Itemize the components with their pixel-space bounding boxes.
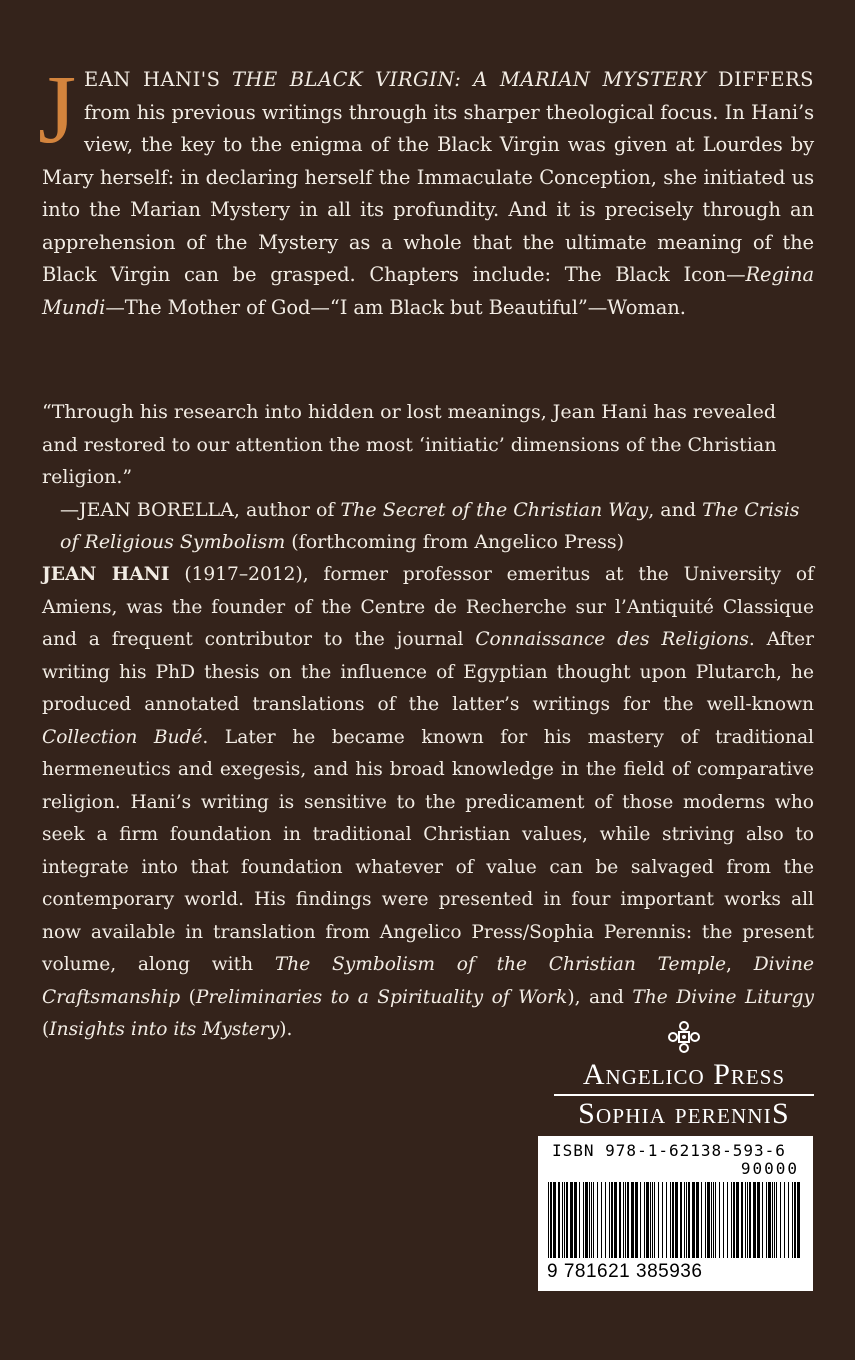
- bio-work-3-subtitle: Insights into its Mystery: [49, 1019, 280, 1040]
- bio-text-2: . After writing his PhD thesis on the influence of Egyptian thought upon Plutarch, he produced annotated translations of the latter’s writings for the well-known: [42, 629, 814, 715]
- blurb-body-end: —The Mother of God—“I am Black but Beautiful”—Woman.: [105, 295, 686, 319]
- barcode-bar: [707, 1182, 710, 1258]
- bio-text-3: . Later he became known for his mastery of traditional hermeneutics and exegesis, and his broad knowledge in the field of comparative religion. Hani’s writing is sensitive to the predicament of those moderns who seek a firm foundation in traditional Christian values, while striving also to integrate into that foundation whatever of value can be salvaged from the contemporary world. His findings were presented in four important works all now available in translation from Angelico Press/Sophia Perennis: the present volume, along with: [42, 726, 814, 975]
- barcode-bar: [593, 1182, 594, 1258]
- ean-digits: 9 781621 385936: [547, 1261, 703, 1282]
- barcode-bar: [605, 1182, 606, 1258]
- barcode-bar: [776, 1182, 777, 1258]
- barcode-bar: [666, 1182, 667, 1258]
- barcode-bar: [574, 1182, 577, 1258]
- isbn-number: ISBN 978-1-62138-593-6: [552, 1141, 786, 1160]
- bio-text-1: (1917–2012), former professor emeritus at the University of Amiens, was the founder of the Centre de Recherche sur l’Antiquité Classique and a frequent contributor to the journal: [42, 564, 814, 650]
- barcode-bar: [719, 1182, 720, 1258]
- bio-text-5: ).: [279, 1019, 293, 1040]
- barcode-bar: [701, 1182, 702, 1258]
- barcode-bar: [548, 1182, 549, 1258]
- barcode-bar: [686, 1182, 687, 1258]
- barcode-bar: [614, 1182, 617, 1258]
- barcode-bar: [652, 1182, 653, 1258]
- barcode-bar: [733, 1182, 735, 1258]
- barcode-bar: [766, 1182, 767, 1258]
- price-code: 90000: [740, 1159, 799, 1178]
- barcode-bar: [688, 1182, 690, 1258]
- barcode-bar: [591, 1182, 592, 1258]
- quote-dash: —: [60, 498, 79, 521]
- barcode-bar: [692, 1182, 695, 1258]
- barcode-bar: [631, 1182, 634, 1258]
- blurb-paragraph: [38, 56, 814, 324]
- barcode-bar: [627, 1182, 629, 1258]
- barcode-bar: [731, 1182, 732, 1258]
- publisher-name-sophia: Sophia perenniS: [578, 1097, 790, 1130]
- barcode-bar: [723, 1182, 724, 1258]
- bio-text-4: ), and: [567, 986, 633, 1008]
- barcode-bar: [753, 1182, 756, 1258]
- barcode-bar: [715, 1182, 716, 1258]
- quote-attribution: [42, 494, 814, 559]
- barcode-bar: [784, 1182, 785, 1258]
- barcode-bar: [640, 1182, 641, 1258]
- barcode-bar: [788, 1182, 789, 1258]
- publisher-name-angelico: Angelico Press: [582, 1058, 786, 1091]
- barcode-bar: [670, 1182, 671, 1258]
- chapter-regina-mundi: Regina Mundi: [42, 263, 814, 319]
- barcode-bar: [611, 1182, 613, 1258]
- barcode-bar: [797, 1182, 800, 1258]
- barcode-bar: [553, 1182, 556, 1258]
- barcode-bar: [745, 1182, 746, 1258]
- barcode-bar: [684, 1182, 685, 1258]
- barcode-bar: [696, 1182, 699, 1258]
- barcode-bar: [625, 1182, 626, 1258]
- barcode-bars: [546, 1182, 805, 1260]
- barcode-bar: [623, 1182, 624, 1258]
- barcode-bar: [646, 1182, 649, 1258]
- bio-collection: Collection Budé: [42, 726, 203, 748]
- logo-divider: [554, 1094, 814, 1096]
- quote-author-of: , author of: [233, 498, 341, 521]
- quote-and: , and: [648, 498, 703, 521]
- bio-journal: Connaissance des Religions: [475, 629, 749, 650]
- barcode-bar: [749, 1182, 751, 1258]
- publisher-logo: [548, 1020, 820, 1130]
- barcode-bar: [792, 1182, 793, 1258]
- barcode-bar: [741, 1182, 743, 1258]
- barcode-bar: [680, 1182, 682, 1258]
- blurb-caps-tail: DIFFERS: [717, 68, 814, 91]
- barcode-bar: [658, 1182, 659, 1258]
- bio-author-name: JEAN HANI: [42, 564, 170, 585]
- bio-work-2-subtitle: Preliminaries to a Spirituality of Work: [195, 986, 568, 1008]
- barcode-bar: [672, 1182, 674, 1258]
- barcode-bar: [583, 1182, 584, 1258]
- bio-paren: (: [180, 986, 196, 1008]
- ornamental-cross-icon: [667, 1020, 701, 1054]
- book-title: THE BLACK VIRGIN: A MARIAN MYSTERY: [231, 68, 707, 91]
- bio-comma: ,: [726, 954, 754, 975]
- barcode-bar: [579, 1182, 580, 1258]
- barcode-bar: [570, 1182, 573, 1258]
- quote-text: “Through his research into hidden or lost meanings, Jean Hani has revealed and restored to our attention the most ‘initiatic’ dimensions of the Christian religion.”: [42, 401, 777, 488]
- barcode-bar: [727, 1182, 728, 1258]
- barcode-bar: [601, 1182, 602, 1258]
- barcode-bar: [585, 1182, 588, 1258]
- barcode-bar: [619, 1182, 621, 1258]
- barcode-bar: [662, 1182, 663, 1258]
- barcode-bar: [675, 1182, 678, 1258]
- barcode-bar: [654, 1182, 655, 1258]
- barcode-bar: [564, 1182, 565, 1258]
- barcode-bar: [650, 1182, 651, 1258]
- barcode-bar: [711, 1182, 712, 1258]
- bio-work-3: The Divine Liturgy: [632, 986, 814, 1008]
- barcode-bar: [562, 1182, 563, 1258]
- drop-cap: J: [38, 56, 77, 164]
- barcode-bar: [558, 1182, 560, 1258]
- barcode-bar: [768, 1182, 771, 1258]
- quote-forthcoming: (forthcoming from Angelico Press): [285, 531, 624, 553]
- barcode-bar: [589, 1182, 590, 1258]
- barcode-bar: [774, 1182, 775, 1258]
- barcode-bar: [794, 1182, 796, 1258]
- author-bio: [42, 559, 814, 1047]
- isbn-barcode: [538, 1136, 813, 1291]
- barcode-bar: [644, 1182, 645, 1258]
- barcode-bar: [635, 1182, 638, 1258]
- quote-author: JEAN BORELLA: [79, 498, 234, 521]
- barcode-bar: [705, 1182, 706, 1258]
- bio-work-2: Divine Craftsmanship: [42, 954, 814, 1008]
- barcode-bar: [772, 1182, 773, 1258]
- barcode-bar: [736, 1182, 739, 1258]
- barcode-bar: [747, 1182, 748, 1258]
- barcode-bar: [713, 1182, 714, 1258]
- blurb-caps-lead: EAN HANI'S: [84, 68, 221, 91]
- barcode-bar: [609, 1182, 610, 1258]
- bio-paren-2: (: [42, 1019, 50, 1040]
- barcode-bar: [762, 1182, 763, 1258]
- blurb-body: from his previous writings through its sharper theological focus. In Hani’s view, the key to the enigma of the Black Virgin was given at Lourdes by Mary herself: in declaring herself the Immaculate Conception, she initiated us into the Marian Mystery in all its profundity. And it is precisely through an apprehension of the Mystery as a whole that the ultimate meaning of the Black Virgin can be grasped. Chapters include: The Black Icon—: [42, 100, 814, 286]
- quote-book-1: The Secret of the Christian Way: [340, 498, 649, 521]
- barcode-bar: [757, 1182, 760, 1258]
- barcode-bar: [566, 1182, 568, 1258]
- barcode-bar: [597, 1182, 598, 1258]
- quote-book-2: The Crisis of Religious Symbolism: [60, 498, 800, 553]
- endorsement-quote: [42, 396, 814, 559]
- barcode-bar: [550, 1182, 552, 1258]
- barcode-bar: [780, 1182, 781, 1258]
- bio-work-1: The Symbolism of the Christian Temple: [274, 954, 727, 975]
